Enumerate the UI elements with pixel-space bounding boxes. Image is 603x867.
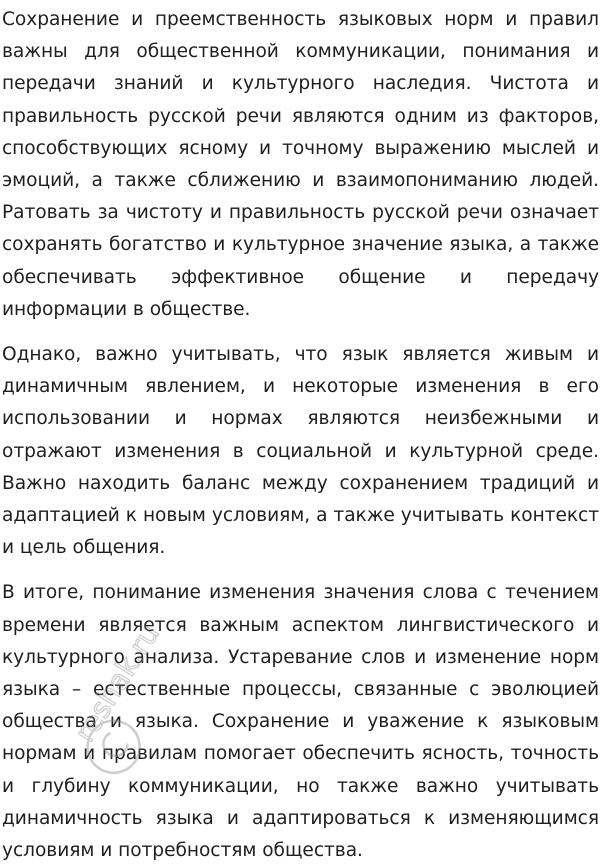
paragraph-2: Однако, важно учитывать, что язык является живым и динамичным явлением, и некоторые изменения в его использовании и нормах являются неизбежными и отражают изменения в социальной и культурной среде. Важно находить баланс между сохранением традиций и адаптацией к новым условиям, а также учитывать контекст и цель общения. [2,344,599,559]
paragraph-1: Сохранение и преемственность языковых норм и правил важны для общественной коммуникации, понимания и передачи знаний и культурного наследия. Чистота и правильность русской речи являются одним из факторов, способствующих ясному и точному выражению мыслей и эмоций, а также сближению и взаимопониманию людей. Ратовать за чистоту и правильность русской речи означает сохранять богатство и культурное значение языка, а также обеспечивать эффективное общение и передачу информации в обществе. [2,9,599,320]
watermark-text: reshak.ru [67,618,166,748]
paragraph-3: В итоге, понимание изменения значения слова с течением времени является важным аспектом лингвистического и культурного анализа. Устаревание слов и изменение норм языка – естественные процессы, связанные с эволюцией общества и языка. Сохранение и уважение к языковым нормам и правилам помогает обеспечить ясность, точность и глубину коммуникации, но также важно учитывать динамичность языка и адаптироваться к изменяющимся условиям и потребностям общества. [2,582,599,862]
